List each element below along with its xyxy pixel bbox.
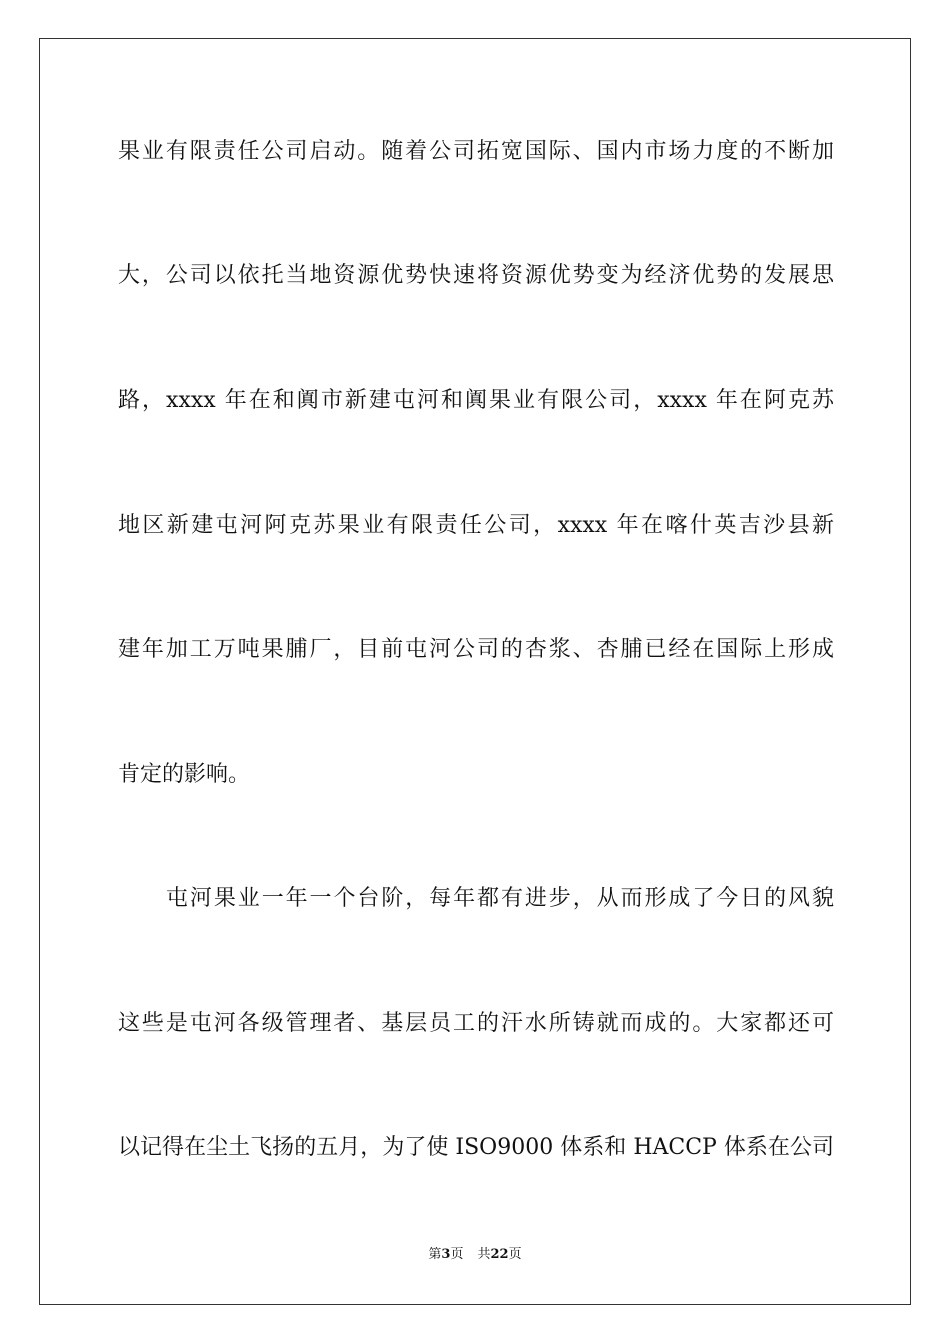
body-text-line: 路，xxxx 年在和阗市新建屯河和阗果业有限公司，xxxx 年在阿克苏 (118, 388, 834, 413)
body-text-line: 以记得在尘土飞扬的五月，为了使 ISO9000 体系和 HACCP 体系在公司 (118, 1135, 834, 1160)
current-page-number: 3 (441, 1247, 451, 1262)
total-pages-number: 22 (490, 1247, 509, 1262)
body-text-line: 果业有限责任公司启动。随着公司拓宽国际、国内市场力度的不断加 (118, 139, 834, 164)
body-text-line: 地区新建屯河阿克苏果业有限责任公司，xxxx 年在喀什英吉沙县新 (118, 513, 834, 538)
page-suffix: 页 (450, 1247, 464, 1262)
total-suffix: 页 (508, 1247, 522, 1262)
total-prefix: 共 (477, 1247, 491, 1262)
body-text-line: 肯定的影响。 (118, 762, 251, 787)
page-border (39, 38, 911, 1305)
paragraph-first-line: 屯河果业一年一个台阶，每年都有进步，从而形成了今日的风貌 (166, 886, 834, 911)
body-text-line: 这些是屯河各级管理者、基层员工的汗水所铸就而成的。大家都还可 (118, 1011, 834, 1036)
body-text-line: 建年加工万吨果脯厂，目前屯河公司的杏浆、杏脯已经在国际上形成 (118, 637, 834, 662)
page-footer (0, 1246, 950, 1264)
page-prefix: 第 (428, 1247, 442, 1262)
body-text-line: 大，公司以依托当地资源优势快速将资源优势变为经济优势的发展思 (118, 263, 834, 288)
